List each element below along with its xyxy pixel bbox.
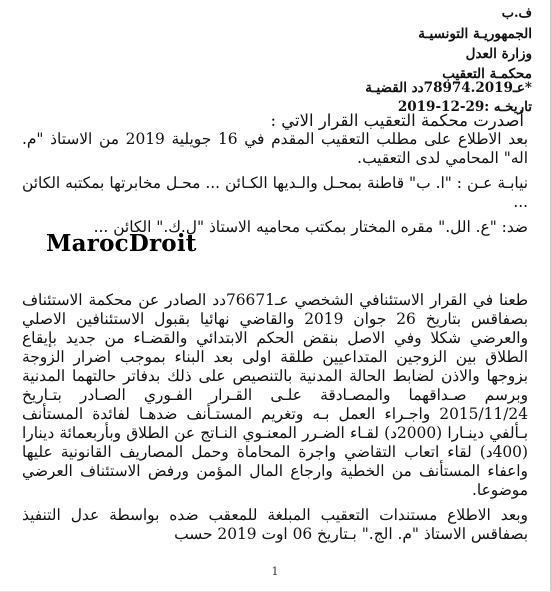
document-code: ف.ب [501, 6, 532, 21]
letterhead [312, 4, 532, 84]
paragraph-appeal: طعنا في القرار الاستئنافي الشخصي عـ76671دد الصادر عن محكمة الاستئناف بصفاقس بتاريخ 26 جوان 2019 والقاضي نهائيا بقبول الاستئنافين الاصلي والعرضي شكلا وفي الاصل بنقض الحكم الابتدائي والقضـاء من جديد بإيقاع الطلاق بين الزوجين المتداعيين طلقة اولى بعد البناء بموجب اضرار الزوجة بزوجها والاذن لضابط الحالة المدنية بالتنصيص على ذلك بدفاتر حالتهما المدنية وبرسم صـداقهما والمصـادقة علـى القـرار الفـوري الصـادر بتـاريخ 2015/11/24 واجـراء العمل بـه وتغريم المستـأنف ضدهـا لفائدة المستأنف بـألفي دينـارا (2000د) لقـاء الضـرر المعنـوي النـاتج عن الطلاق وبأربعمائة دينارا (400د) لقاء اتعاب التقاضي واجرة المحاماة وحمل المصاريف القانونية عليها واعفاء المستأنف من الخطية وارجاع المال المؤمن ورفض الاستئناف العرضي موضوعا. [22, 291, 528, 499]
paragraph-grounds: وبعد الاطلاع مستندات التعقيب المبلغة للمعقب ضده بواسطة عدل التنفيذ بصفاقس الاستاذ "م. الج." بـتاريخ 06 اوت 2019 حسب [22, 506, 528, 543]
case-number: *عـ78974.2019دد القضيـة [365, 80, 532, 96]
paragraph-request: بعد الاطلاع على مطلب التعقيب المقدم في 16 جويلية 2019 من الاستاذ "م. اله" المحامي لدى التعقيب. [22, 130, 529, 167]
decision-body [22, 130, 528, 550]
ministry-name: وزارة العدل [465, 46, 532, 62]
decision-heading: أصدرت محكمة التعقيب القرار الاتي : [270, 111, 524, 130]
watermark-text: MarocDroit [46, 230, 197, 257]
case-date: تاريخـه :29-12-2019 [397, 99, 532, 115]
republic-name: الجمهوريـة التونسيـة [418, 26, 532, 42]
paragraph-against: ضد: "ع. الل." مقره المختار بمكتب محاميه الاستاذ "ل.ك." الكائن ... [93, 218, 528, 236]
page-number: 1 [271, 565, 279, 578]
paragraph-on-behalf: نيابـة عـن : "ا. ب" قاطنة بمحـل والـديها الكـائن ... محـل مخابرتها بمكتبه الكائن ... [22, 174, 528, 211]
court-name: محكمـة التعقيب [442, 66, 532, 82]
